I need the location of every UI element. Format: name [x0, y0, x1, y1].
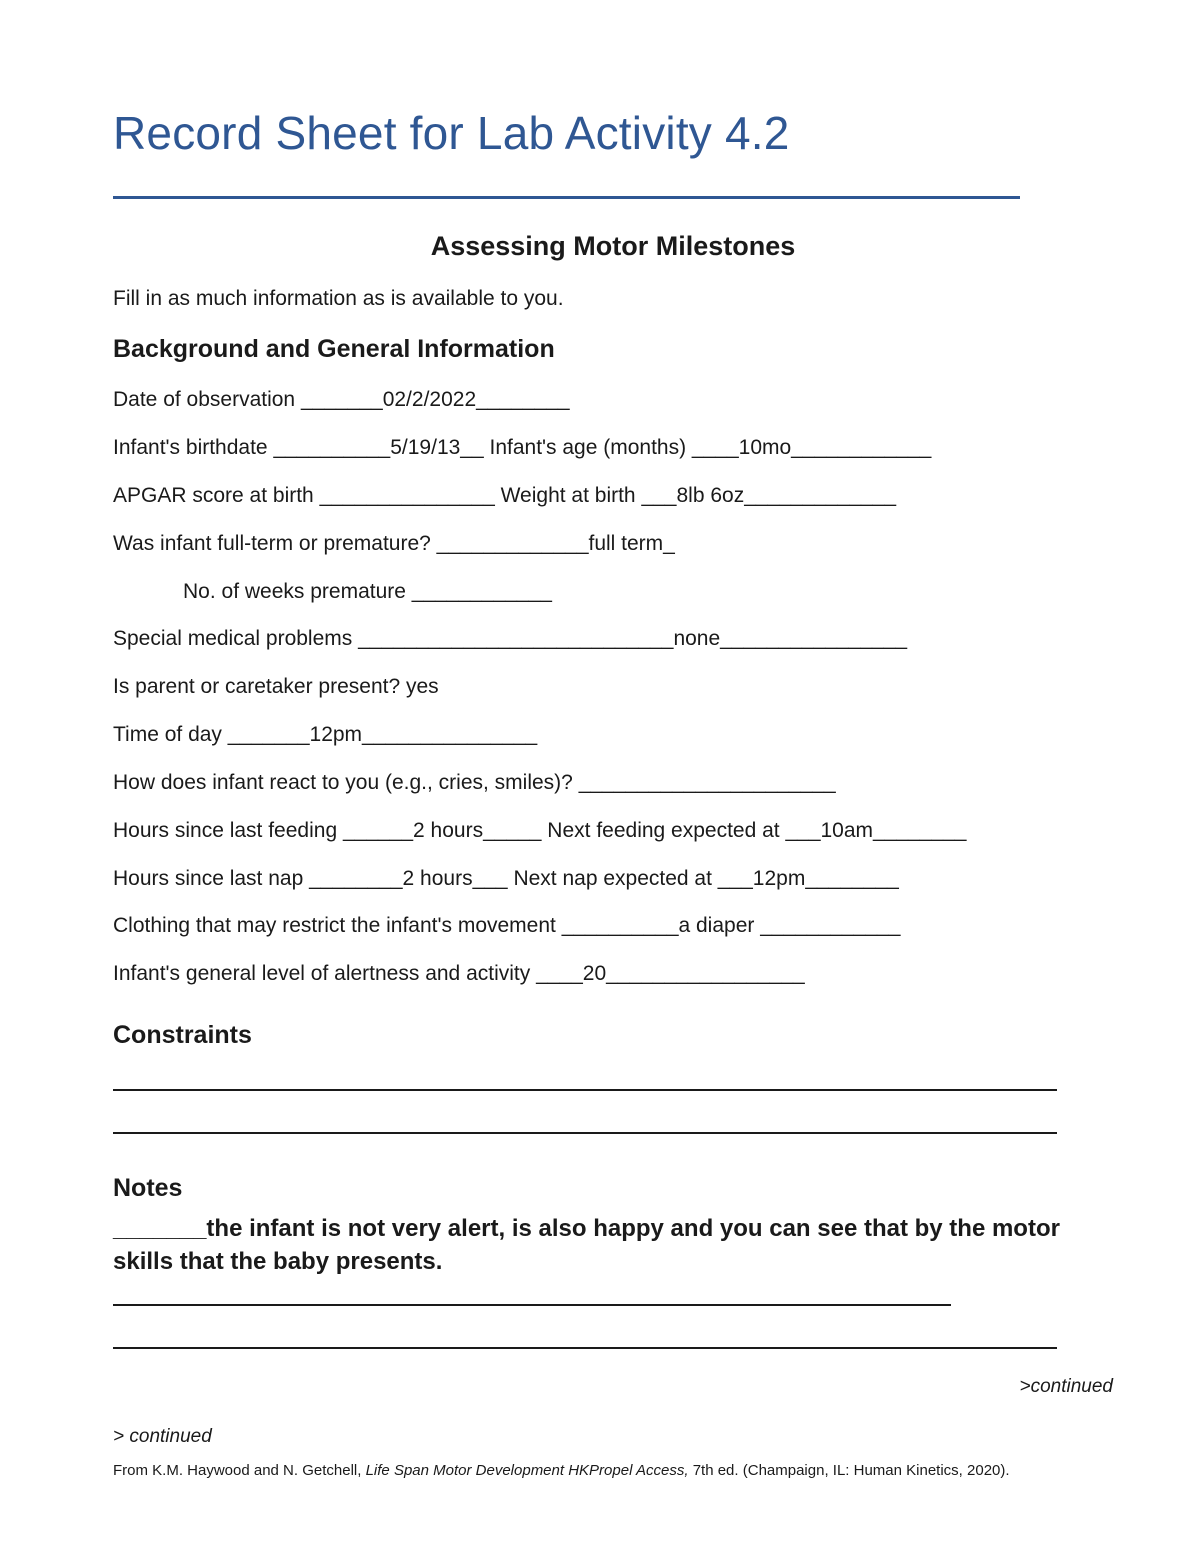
continued-right-label: >continued [1019, 1376, 1113, 1397]
notes-heading: Notes [113, 1174, 183, 1202]
page-title: Record Sheet for Lab Activity 4.2 [113, 107, 790, 159]
field-time-of-day: Time of day _______12pm_______________ [113, 723, 538, 746]
notes-line-2 [113, 1347, 1057, 1349]
citation-prefix: From K.M. Haywood and N. Getchell, [113, 1462, 366, 1479]
field-date-of-observation: Date of observation _______02/2/2022________ [113, 388, 570, 411]
field-clothing: Clothing that may restrict the infant's movement __________a diaper ____________ [113, 914, 901, 937]
field-parent-present: Is parent or caretaker present? yes [113, 675, 439, 698]
field-infant-reaction: How does infant react to you (e.g., cries, smiles)? ______________________ [113, 771, 836, 794]
constraints-line-1 [113, 1089, 1057, 1091]
citation [113, 1462, 1010, 1479]
citation-suffix: 7th ed. (Champaign, IL: Human Kinetics, 2020). [688, 1462, 1010, 1479]
instruction-text: Fill in as much information as is available to you. [113, 287, 564, 310]
field-medical-problems: Special medical problems ___________________________none________________ [113, 627, 908, 650]
field-birthdate-and-age: Infant's birthdate __________5/19/13__ Infant's age (months) ____10mo____________ [113, 436, 932, 459]
notes-text: _______the infant is not very alert, is also happy and you can see that by the motor skills that the baby presents. [113, 1215, 1060, 1275]
page-subtitle: Assessing Motor Milestones [430, 231, 796, 261]
field-apgar-and-weight: APGAR score at birth _______________ Weight at birth ___8lb 6oz_____________ [113, 484, 897, 507]
field-nap: Hours since last nap ________2 hours___ Next nap expected at ___12pm________ [113, 867, 899, 890]
constraints-line-2 [113, 1132, 1057, 1134]
field-feeding: Hours since last feeding ______2 hours_____ Next feeding expected at ___10am________ [113, 819, 967, 842]
continued-left-label: > continued [113, 1426, 212, 1447]
background-heading: Background and General Information [113, 335, 555, 363]
field-weeks-premature: No. of weeks premature ____________ [183, 580, 552, 603]
field-term-status: Was infant full-term or premature? _____________full term_ [113, 532, 675, 555]
constraints-heading: Constraints [113, 1021, 252, 1049]
citation-book-title: Life Span Motor Development HKPropel Access, [365, 1462, 689, 1479]
field-alertness: Infant's general level of alertness and activity ____20_________________ [113, 962, 805, 985]
notes-line-1 [113, 1304, 951, 1306]
title-underline [113, 196, 1020, 199]
